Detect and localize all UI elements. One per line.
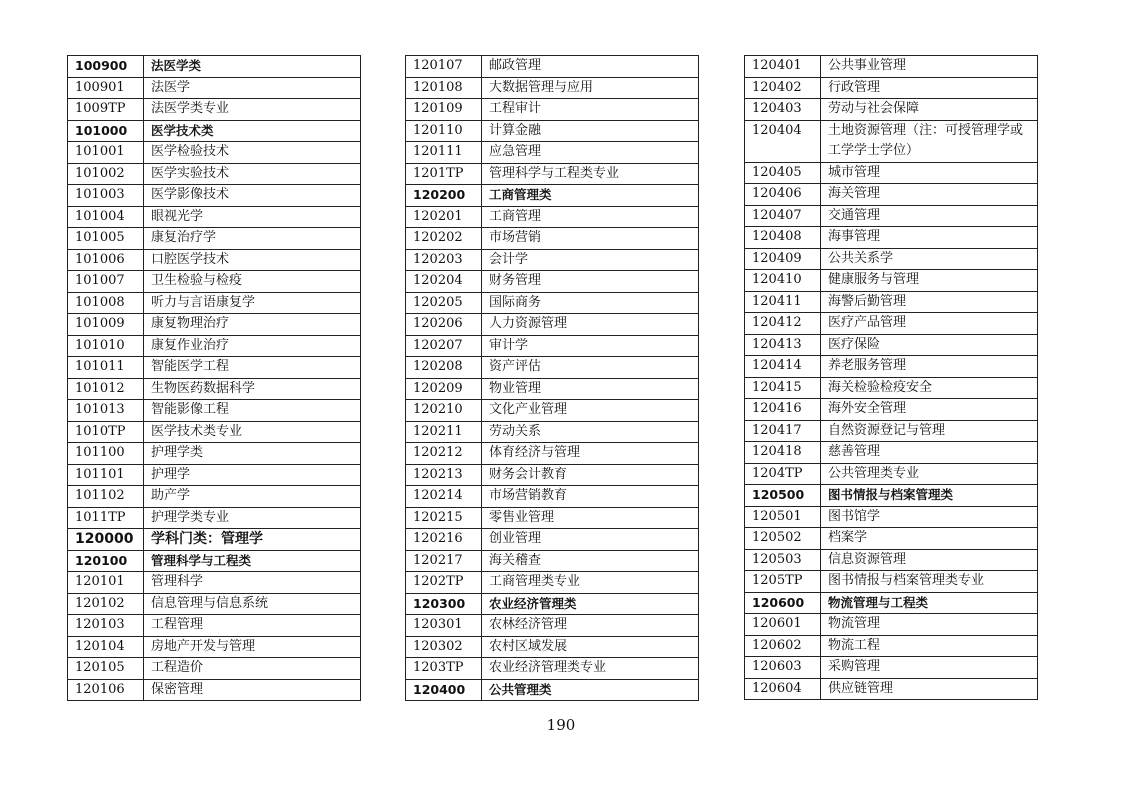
major-row: [406, 615, 699, 637]
major-row: [745, 56, 1038, 78]
major-row: [745, 571, 1038, 593]
major-name: 法医学类专业: [144, 99, 361, 121]
major-name: 审计学: [482, 335, 699, 357]
category-row: [68, 56, 361, 78]
major-row: [68, 593, 361, 615]
major-row: [745, 162, 1038, 184]
major-row: [68, 99, 361, 121]
major-code: 101011: [68, 357, 144, 379]
major-row: [406, 335, 699, 357]
major-row: [68, 486, 361, 508]
major-code: 1203TP: [406, 658, 482, 680]
major-row: [745, 248, 1038, 270]
major-name: 采购管理: [821, 657, 1038, 679]
major-name: 医学检验技术: [144, 142, 361, 164]
major-code: 120107: [406, 56, 482, 78]
major-row: [68, 292, 361, 314]
major-row: [406, 529, 699, 551]
major-row: [68, 77, 361, 99]
major-row: [745, 614, 1038, 636]
major-row: [406, 357, 699, 379]
major-name: 信息管理与信息系统: [144, 593, 361, 615]
major-code: 120414: [745, 356, 821, 378]
major-name: 土地资源管理（注：可授管理学或工学学士学位）: [821, 120, 1038, 162]
major-code: 101003: [68, 185, 144, 207]
major-code: 120413: [745, 334, 821, 356]
major-code: 120110: [406, 120, 482, 142]
major-code: 120217: [406, 550, 482, 572]
major-name: 医疗产品管理: [821, 313, 1038, 335]
major-name: 管理科学与工程类: [144, 550, 361, 572]
major-row: [406, 378, 699, 400]
major-name: 口腔医学技术: [144, 249, 361, 271]
major-code: 120108: [406, 77, 482, 99]
major-name: 邮政管理: [482, 56, 699, 78]
major-code: 120503: [745, 549, 821, 571]
major-row: [406, 443, 699, 465]
major-name: 工程造价: [144, 658, 361, 680]
major-name: 医疗保险: [821, 334, 1038, 356]
major-code: 1010TP: [68, 421, 144, 443]
major-name: 生物医药数据科学: [144, 378, 361, 400]
major-name: 护理学类: [144, 443, 361, 465]
major-row: [745, 99, 1038, 121]
major-code: 1202TP: [406, 572, 482, 594]
major-row: [68, 271, 361, 293]
major-row: [406, 249, 699, 271]
major-row: [406, 99, 699, 121]
major-name: 创业管理: [482, 529, 699, 551]
major-row: [68, 658, 361, 680]
major-name: 物流管理: [821, 614, 1038, 636]
major-row: [68, 228, 361, 250]
major-row: [406, 292, 699, 314]
major-row: [68, 615, 361, 637]
major-name: 康复物理治疗: [144, 314, 361, 336]
major-name: 图书情报与档案管理类: [821, 485, 1038, 507]
category-row: [745, 592, 1038, 614]
major-name: 保密管理: [144, 679, 361, 701]
major-name: 工商管理类专业: [482, 572, 699, 594]
major-row: [406, 271, 699, 293]
major-name: 海关检验检疫安全: [821, 377, 1038, 399]
major-row: [406, 120, 699, 142]
major-row: [68, 421, 361, 443]
major-row: [68, 507, 361, 529]
major-code: 120200: [406, 185, 482, 207]
major-row: [68, 163, 361, 185]
major-row: [68, 378, 361, 400]
major-code: 120202: [406, 228, 482, 250]
major-code: 120418: [745, 442, 821, 464]
major-name: 劳动关系: [482, 421, 699, 443]
major-row: [406, 486, 699, 508]
major-name: 行政管理: [821, 77, 1038, 99]
major-name: 市场营销教育: [482, 486, 699, 508]
major-code: 120212: [406, 443, 482, 465]
major-name: 农业经济管理类专业: [482, 658, 699, 680]
major-code: 120206: [406, 314, 482, 336]
major-table-right: [744, 55, 1038, 700]
major-code: 120208: [406, 357, 482, 379]
major-name: 物流管理与工程类: [821, 592, 1038, 614]
major-row: [745, 377, 1038, 399]
major-row: [406, 572, 699, 594]
category-row: [406, 593, 699, 615]
major-name: 工程管理: [144, 615, 361, 637]
major-name: 自然资源登记与管理: [821, 420, 1038, 442]
major-name: 零售业管理: [482, 507, 699, 529]
major-code: 120211: [406, 421, 482, 443]
major-row: [745, 657, 1038, 679]
major-name: 康复作业治疗: [144, 335, 361, 357]
major-name: 资产评估: [482, 357, 699, 379]
major-row: [745, 442, 1038, 464]
major-code: 101102: [68, 486, 144, 508]
major-code: 101101: [68, 464, 144, 486]
major-row: [745, 334, 1038, 356]
major-name: 听力与言语康复学: [144, 292, 361, 314]
page-number: 190: [546, 716, 576, 734]
major-code: 120409: [745, 248, 821, 270]
major-code: 120105: [68, 658, 144, 680]
major-name: 大数据管理与应用: [482, 77, 699, 99]
major-name: 海关管理: [821, 184, 1038, 206]
major-name: 档案学: [821, 528, 1038, 550]
major-code: 120215: [406, 507, 482, 529]
major-row: [406, 636, 699, 658]
major-code: 120402: [745, 77, 821, 99]
major-name: 管理科学与工程类专业: [482, 163, 699, 185]
major-name: 慈善管理: [821, 442, 1038, 464]
category-row: [406, 679, 699, 701]
major-code: 120406: [745, 184, 821, 206]
major-code: 120300: [406, 593, 482, 615]
major-row: [406, 163, 699, 185]
category-row: [745, 485, 1038, 507]
major-code: 120213: [406, 464, 482, 486]
major-row: [68, 314, 361, 336]
major-row: [68, 206, 361, 228]
major-row: [745, 399, 1038, 421]
major-code: 120400: [406, 679, 482, 701]
major-name: 工程审计: [482, 99, 699, 121]
major-code: 120111: [406, 142, 482, 164]
major-code: 101007: [68, 271, 144, 293]
major-row: [406, 464, 699, 486]
major-name: 物业管理: [482, 378, 699, 400]
major-code: 120302: [406, 636, 482, 658]
major-code: 120417: [745, 420, 821, 442]
major-code: 120411: [745, 291, 821, 313]
major-code: 120209: [406, 378, 482, 400]
major-row: [745, 420, 1038, 442]
major-code: 120501: [745, 506, 821, 528]
major-code: 120410: [745, 270, 821, 292]
major-code: 1009TP: [68, 99, 144, 121]
major-code: 120203: [406, 249, 482, 271]
major-code: 120405: [745, 162, 821, 184]
major-code: 120103: [68, 615, 144, 637]
major-name: 农村区域发展: [482, 636, 699, 658]
major-code: 120416: [745, 399, 821, 421]
major-row: [745, 635, 1038, 657]
major-code: 120408: [745, 227, 821, 249]
major-row: [406, 77, 699, 99]
major-code: 101001: [68, 142, 144, 164]
major-row: [68, 464, 361, 486]
major-row: [745, 291, 1038, 313]
major-code: 120301: [406, 615, 482, 637]
major-name: 物流工程: [821, 635, 1038, 657]
major-name: 眼视光学: [144, 206, 361, 228]
major-name: 农业经济管理类: [482, 593, 699, 615]
major-name: 体育经济与管理: [482, 443, 699, 465]
major-name: 医学实验技术: [144, 163, 361, 185]
major-name: 财务会计教育: [482, 464, 699, 486]
major-row: [745, 506, 1038, 528]
major-table-left: [67, 55, 361, 701]
major-code: 101002: [68, 163, 144, 185]
major-name: 图书馆学: [821, 506, 1038, 528]
major-name: 劳动与社会保障: [821, 99, 1038, 121]
major-name: 会计学: [482, 249, 699, 271]
major-name: 文化产业管理: [482, 400, 699, 422]
major-name: 管理科学: [144, 572, 361, 594]
major-code: 120102: [68, 593, 144, 615]
major-row: [68, 185, 361, 207]
major-code: 120100: [68, 550, 144, 572]
major-code: 120000: [68, 529, 144, 551]
major-name: 房地产开发与管理: [144, 636, 361, 658]
major-code: 120210: [406, 400, 482, 422]
major-row: [745, 678, 1038, 700]
major-name: 交通管理: [821, 205, 1038, 227]
major-name: 康复治疗学: [144, 228, 361, 250]
major-name: 工商管理: [482, 206, 699, 228]
major-name: 公共管理类: [482, 679, 699, 701]
major-code: 120404: [745, 120, 821, 162]
major-code: 120500: [745, 485, 821, 507]
major-code: 120201: [406, 206, 482, 228]
major-name: 海事管理: [821, 227, 1038, 249]
major-code: 120602: [745, 635, 821, 657]
major-row: [68, 249, 361, 271]
major-code: 120403: [745, 99, 821, 121]
major-name: 国际商务: [482, 292, 699, 314]
major-table-middle: [405, 55, 699, 701]
major-code: 101009: [68, 314, 144, 336]
major-name: 法医学类: [144, 56, 361, 78]
major-row: [745, 184, 1038, 206]
category-row: [406, 185, 699, 207]
major-code: 101000: [68, 120, 144, 142]
major-name: 智能医学工程: [144, 357, 361, 379]
major-code: 100901: [68, 77, 144, 99]
major-row: [406, 550, 699, 572]
major-name: 海外安全管理: [821, 399, 1038, 421]
major-code: 120415: [745, 377, 821, 399]
major-row: [68, 572, 361, 594]
major-row: [745, 549, 1038, 571]
major-row: [406, 206, 699, 228]
major-code: 120502: [745, 528, 821, 550]
major-name: 海关稽查: [482, 550, 699, 572]
major-name: 医学技术类专业: [144, 421, 361, 443]
major-name: 护理学: [144, 464, 361, 486]
major-row: [745, 313, 1038, 335]
major-code: 101100: [68, 443, 144, 465]
major-name: 护理学类专业: [144, 507, 361, 529]
major-row: [68, 443, 361, 465]
major-name: 公共事业管理: [821, 56, 1038, 78]
major-code: 120412: [745, 313, 821, 335]
major-name: 公共管理类专业: [821, 463, 1038, 485]
major-code: 1205TP: [745, 571, 821, 593]
major-code: 101005: [68, 228, 144, 250]
major-code: 101010: [68, 335, 144, 357]
major-name: 海警后勤管理: [821, 291, 1038, 313]
major-code: 120104: [68, 636, 144, 658]
major-name: 健康服务与管理: [821, 270, 1038, 292]
major-code: 101008: [68, 292, 144, 314]
major-code: 120601: [745, 614, 821, 636]
major-code: 100900: [68, 56, 144, 78]
major-row: [68, 679, 361, 701]
major-row: [745, 528, 1038, 550]
category-row: [68, 529, 361, 551]
major-name: 人力资源管理: [482, 314, 699, 336]
major-row: [745, 270, 1038, 292]
major-code: 120600: [745, 592, 821, 614]
major-name: 农林经济管理: [482, 615, 699, 637]
major-name: 计算金融: [482, 120, 699, 142]
major-row: [745, 356, 1038, 378]
major-row: [745, 120, 1038, 162]
major-row: [68, 357, 361, 379]
major-name: 医学影像技术: [144, 185, 361, 207]
major-row: [745, 77, 1038, 99]
major-name: 财务管理: [482, 271, 699, 293]
category-row: [68, 120, 361, 142]
major-name: 卫生检验与检疫: [144, 271, 361, 293]
major-row: [406, 658, 699, 680]
major-row: [68, 400, 361, 422]
major-name: 公共关系学: [821, 248, 1038, 270]
major-row: [406, 400, 699, 422]
major-row: [745, 205, 1038, 227]
major-name: 城市管理: [821, 162, 1038, 184]
major-name: 应急管理: [482, 142, 699, 164]
major-row: [68, 335, 361, 357]
major-code: 120204: [406, 271, 482, 293]
major-code: 120214: [406, 486, 482, 508]
major-row: [68, 142, 361, 164]
major-code: 120109: [406, 99, 482, 121]
major-code: 120216: [406, 529, 482, 551]
major-code: 120106: [68, 679, 144, 701]
major-name: 市场营销: [482, 228, 699, 250]
major-name: 养老服务管理: [821, 356, 1038, 378]
major-code: 120604: [745, 678, 821, 700]
major-row: [406, 507, 699, 529]
major-row: [406, 142, 699, 164]
major-name: 学科门类：管理学: [144, 529, 361, 551]
major-code: 101004: [68, 206, 144, 228]
major-code: 120207: [406, 335, 482, 357]
major-row: [406, 314, 699, 336]
major-name: 法医学: [144, 77, 361, 99]
major-name: 助产学: [144, 486, 361, 508]
category-row: [68, 550, 361, 572]
major-code: 120407: [745, 205, 821, 227]
major-name: 医学技术类: [144, 120, 361, 142]
major-name: 工商管理类: [482, 185, 699, 207]
major-code: 120603: [745, 657, 821, 679]
major-code: 120101: [68, 572, 144, 594]
major-name: 供应链管理: [821, 678, 1038, 700]
major-code: 101006: [68, 249, 144, 271]
major-row: [68, 636, 361, 658]
major-row: [406, 228, 699, 250]
major-name: 智能影像工程: [144, 400, 361, 422]
major-code: 1201TP: [406, 163, 482, 185]
major-row: [745, 227, 1038, 249]
major-row: [745, 463, 1038, 485]
major-code: 101013: [68, 400, 144, 422]
major-code: 1204TP: [745, 463, 821, 485]
major-name: 信息资源管理: [821, 549, 1038, 571]
major-code: 101012: [68, 378, 144, 400]
major-row: [406, 56, 699, 78]
major-row: [406, 421, 699, 443]
major-name: 图书情报与档案管理类专业: [821, 571, 1038, 593]
major-code: 120205: [406, 292, 482, 314]
major-code: 120401: [745, 56, 821, 78]
major-code: 1011TP: [68, 507, 144, 529]
